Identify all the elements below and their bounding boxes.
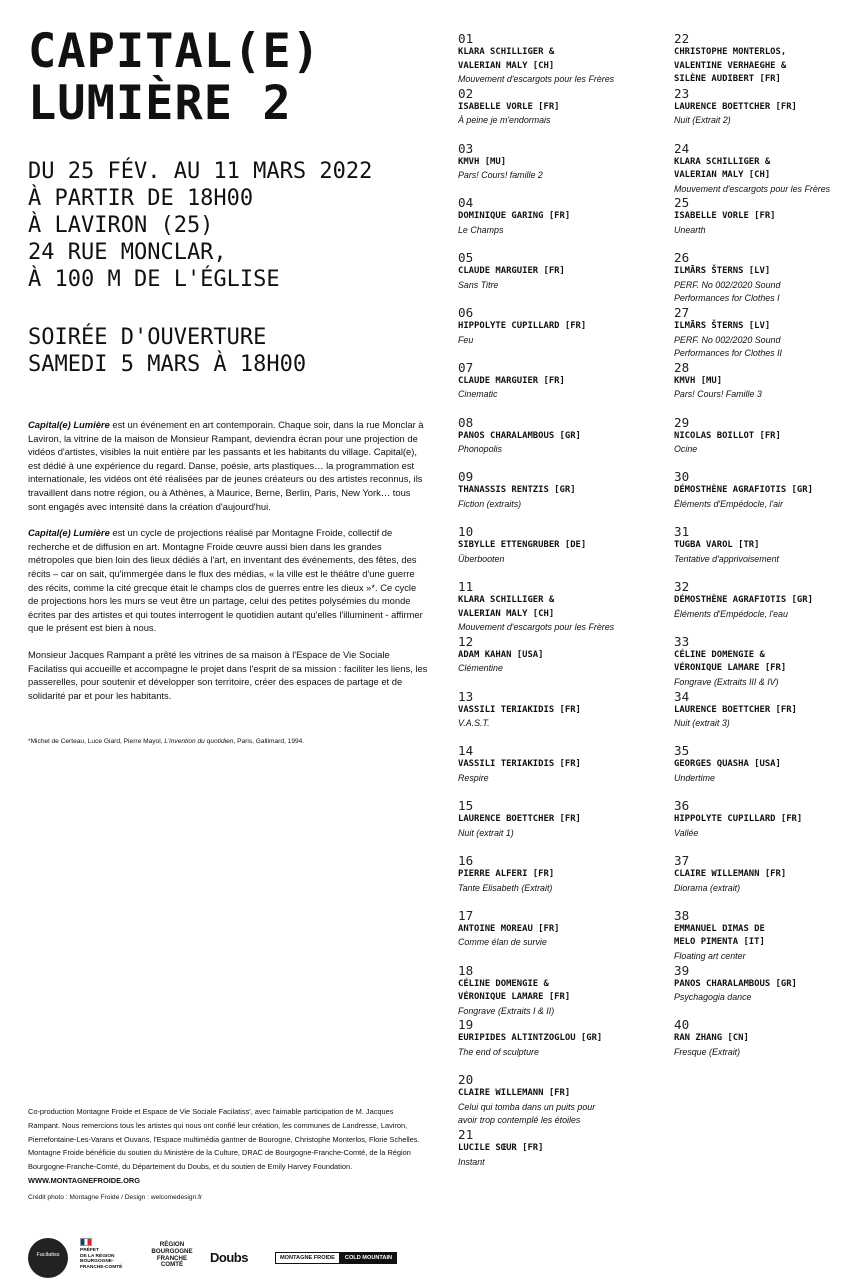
entry-number: 10 — [458, 525, 474, 540]
programme-entry — [458, 1018, 658, 1073]
entry-artist: HIPPOLYTE CUPILLARD [FR] — [458, 320, 587, 331]
entry-work-title: Fongrave (Extraits III & IV) — [674, 676, 779, 687]
entry-number: 32 — [674, 579, 690, 594]
entry-number: 27 — [674, 305, 690, 320]
entry-artist: PANOS CHARALAMBOUS [GR] — [674, 978, 797, 989]
about-paragraph-1 — [28, 418, 428, 513]
entry-work-title: Überbooten — [458, 553, 505, 564]
entry-number: 25 — [674, 196, 690, 211]
entry-artist: EMMANUEL DIMAS DE — [674, 923, 765, 934]
about-paragraph-2 — [28, 526, 428, 635]
entry-work-title: Unearth — [674, 224, 706, 235]
programme-entry — [674, 416, 864, 471]
entry-number: 24 — [674, 141, 690, 156]
entry-number: 37 — [674, 853, 690, 868]
programme-entry — [674, 799, 864, 854]
entry-work-title: Cinematic — [458, 389, 498, 400]
programme-entry — [458, 32, 658, 87]
programme-entry — [458, 87, 658, 142]
prefet-logo-line: BOURGOGNE- — [80, 1259, 114, 1265]
entry-number: 22 — [674, 32, 690, 46]
entry-work-title: PERF. No 002/2020 Sound — [674, 279, 781, 290]
entry-number: 36 — [674, 799, 690, 814]
entry-artist: CÉLINE DOMENGIE & — [674, 649, 765, 660]
entry-artist: DOMINIQUE GARING [FR] — [458, 211, 571, 222]
entry-number: 08 — [458, 415, 474, 430]
entry-artist: GEORGES QUASHA [USA] — [674, 759, 781, 770]
programme-entry — [674, 690, 864, 745]
programme-entry — [458, 306, 658, 361]
footnote-book-title: L'invention du quotidien — [164, 738, 234, 745]
entry-work-title: Ocine — [674, 444, 698, 455]
landmark-line: À 100 M DE L'ÉGLISE — [28, 267, 280, 292]
entry-work-title: V.A.S.T. — [458, 718, 490, 729]
town-line: À LAVIRON (25) — [28, 213, 214, 238]
programme-entry — [458, 142, 658, 197]
title-line-2: LUMIÈRE 2 — [28, 76, 292, 131]
entry-work-title: Mouvement d'escargots pour les Frères — [458, 622, 615, 633]
programme-entry — [674, 470, 864, 525]
programme-entry — [674, 142, 864, 197]
programme-entry — [674, 361, 864, 416]
entry-artist: VÉRONIQUE LAMARE [FR] — [458, 992, 571, 1003]
entry-work-title: Mouvement d'escargots pour les Frères — [674, 183, 831, 194]
entry-work-title: Pars! Cours! famille 2 — [458, 170, 543, 181]
facilatiss-logo — [28, 1238, 68, 1278]
footnote-authors: *Michel de Certeau, Luce Giard, Pierre Mayol, — [28, 738, 165, 745]
entry-artist: SILÈNE AUDIBERT [FR] — [674, 74, 781, 85]
programme-entry — [674, 580, 864, 635]
entry-work-title: Diorama (extrait) — [674, 882, 741, 893]
programme-column-1 — [458, 32, 658, 1183]
entry-number: 28 — [674, 360, 690, 375]
entry-artist: RAN ZHANG [CN] — [674, 1033, 749, 1044]
entry-artist: LUCILE SŒUR [FR] — [458, 1142, 544, 1153]
programme-entry — [458, 196, 658, 251]
programme-entry — [458, 416, 658, 471]
entry-artist: CLAUDE MARGUIER [FR] — [458, 375, 565, 386]
entry-artist: VALENTINE VERHAEGHE & — [674, 60, 787, 71]
programme-entry — [674, 635, 864, 690]
programme-entry — [458, 251, 658, 306]
entry-number: 34 — [674, 689, 690, 704]
entry-artist: DÉMOSTHÈNE AGRAFIOTIS [GR] — [674, 485, 813, 496]
entry-number: 38 — [674, 908, 690, 923]
prefet-logo-line: PRÉFET — [80, 1248, 99, 1253]
entry-artist: VALERIAN MALY [CH] — [458, 60, 555, 71]
programme-column-2 — [674, 32, 864, 1073]
entry-artist: THANASSIS RENTZIS [GR] — [458, 485, 576, 496]
doubs-logo: Doubs — [210, 1250, 248, 1265]
entry-work-title: À peine je m'endormais — [458, 115, 551, 126]
entry-artist: CLAIRE WILLEMANN [FR] — [458, 1088, 571, 1099]
programme-entry — [458, 854, 658, 909]
entry-artist: ISABELLE VORLE [FR] — [674, 211, 776, 222]
region-logo-line: COMTÉ — [160, 1261, 184, 1269]
entry-artist: KMVH [MU] — [458, 156, 507, 167]
entry-number: 17 — [458, 908, 474, 923]
entry-artist: PANOS CHARALAMBOUS [GR] — [458, 430, 581, 441]
photo-credit: Crédit photo : Montagne Froide / Design : welcomedesign.fr — [28, 1193, 203, 1201]
entry-number: 31 — [674, 525, 690, 540]
entry-work-title: Performances for Clothes I — [674, 293, 780, 304]
entry-work-title: avoir trop contemplé les étoiles — [458, 1115, 581, 1126]
opening-date: SAMEDI 5 MARS À 18H00 — [28, 352, 307, 377]
entry-number: 14 — [458, 744, 474, 759]
entry-work-title: Tante Elisabeth (Extrait) — [458, 882, 553, 893]
entry-number: 01 — [458, 32, 474, 46]
programme-entry — [458, 744, 658, 799]
programme-entry — [674, 306, 864, 361]
entry-number: 07 — [458, 360, 474, 375]
programme-entry — [458, 635, 658, 690]
entry-artist: VASSILI TERIAKIDIS [FR] — [458, 759, 581, 770]
entry-work-title: Mouvement d'escargots pour les Frères — [458, 74, 615, 85]
time-line: À PARTIR DE 18H00 — [28, 186, 254, 211]
poster-title — [28, 26, 448, 130]
entry-artist: CLAUDE MARGUIER [FR] — [458, 266, 565, 277]
montagne-froide-label: MONTAGNE FROIDE — [275, 1252, 340, 1264]
event-name: Capital(e) Lumière — [28, 419, 110, 430]
entry-artist: VASSILI TERIAKIDIS [FR] — [458, 704, 581, 715]
cold-mountain-label: COLD MOUNTAIN — [340, 1252, 397, 1264]
event-name: Capital(e) Lumière — [28, 527, 110, 539]
about-paragraph-3: Monsieur Jacques Rampant a prêté les vitrines de sa maison à l'Espace de Vie Sociale Facilatiss qui accueille et accompagne le projet dans l'esprit de sa mission : faciliter les liens, les passerelles, pour soutenir et développer son territoire, créer des espaces de partage et de solidarité par et pour les habitants. — [28, 648, 428, 701]
entry-number: 03 — [458, 141, 474, 156]
entry-artist: ADAM KAHAN [USA] — [458, 649, 544, 660]
credits-text: Co-production Montagne Froide et Espace de Vie Sociale Facilatiss', avec l'aimable participation de M. Jacques Rampant. Nous remercions tous les artistes qui nous ont confié leur création, les communes de Landresse, Laviron, Pierrefontaine-Les-Varans et Ouvans, l'Espace multimédia gantner de Bourogne, Christophe Monterlos, Florie Schelles. Montagne Froide bénéficie du soutien du Ministère de la Culture, DRAC de Bourgogne-Franche-Comté, de la Région Bourgogne-Franche-Comté, du Département du Doubs, et du soutien de Emily Harvey Foundation. — [28, 1107, 420, 1172]
entry-work-title: Floating art center — [674, 950, 746, 961]
entry-artist: LAURENCE BOETTCHER [FR] — [458, 814, 581, 825]
website-link[interactable]: WWW.MONTAGNEFROIDE.ORG — [28, 1175, 140, 1185]
region-logo — [142, 1242, 202, 1269]
entry-artist: SIBYLLE ETTENGRUBER [DE] — [458, 540, 587, 551]
entry-artist: PIERRE ALFERI [FR] — [458, 868, 555, 879]
entry-artist: LAURENCE BOETTCHER [FR] — [674, 101, 797, 112]
programme-entry — [458, 799, 658, 854]
entry-work-title: Comme élan de survie — [458, 937, 547, 948]
entry-number: 21 — [458, 1127, 474, 1142]
programme-entry — [674, 87, 864, 142]
programme-entry — [674, 525, 864, 580]
credits — [28, 1105, 423, 1205]
entry-number: 13 — [458, 689, 474, 704]
entry-artist: CHRISTOPHE MONTERLOS, — [674, 47, 787, 57]
programme-entry — [458, 964, 658, 1019]
programme-entry — [458, 1128, 658, 1183]
french-flag-icon — [80, 1238, 92, 1246]
facilatiss-logo-text: Facilatiss — [36, 1252, 60, 1258]
entry-artist: TUGBA VAROL [TR] — [674, 540, 760, 551]
entry-number: 39 — [674, 963, 690, 978]
entry-artist: CLAIRE WILLEMANN [FR] — [674, 868, 787, 879]
entry-work-title: Celui qui tomba dans un puits pour — [458, 1101, 596, 1112]
programme-entry — [458, 361, 658, 416]
prefet-logo-line: DE LA RÉGION — [80, 1253, 115, 1259]
entry-number: 06 — [458, 305, 474, 320]
entry-artist: HIPPOLYTE CUPILLARD [FR] — [674, 814, 803, 825]
entry-number: 04 — [458, 196, 474, 211]
programme-entry — [458, 690, 658, 745]
entry-work-title: Nuit (Extrait 2) — [674, 115, 731, 126]
programme-entry — [458, 470, 658, 525]
entry-number: 11 — [458, 579, 474, 594]
entry-artist: MELO PIMENTA [IT] — [674, 937, 765, 948]
programme-entry — [674, 964, 864, 1019]
entry-work-title: Fresque (Extrait) — [674, 1046, 741, 1057]
programme-entry — [674, 196, 864, 251]
entry-work-title: Pars! Cours! Famille 3 — [674, 389, 762, 400]
programme-entry — [674, 251, 864, 306]
entry-work-title: Nuit (extrait 1) — [458, 827, 514, 838]
dates-line: DU 25 FÉV. AU 11 MARS 2022 — [28, 159, 373, 184]
entry-artist: KLARA SCHILLIGER & — [674, 156, 771, 167]
entry-number: 15 — [458, 799, 474, 814]
entry-number: 29 — [674, 415, 690, 430]
entry-artist: LAURENCE BOETTCHER [FR] — [674, 704, 797, 715]
street-line: 24 RUE MONCLAR, — [28, 240, 227, 265]
entry-artist: KLARA SCHILLIGER & — [458, 594, 555, 605]
region-logo-line: BOURGOGNE — [151, 1247, 193, 1255]
entry-artist: CÉLINE DOMENGIE & — [458, 978, 549, 989]
programme-entry — [674, 1018, 864, 1073]
entry-work-title: Respire — [458, 772, 489, 783]
entry-artist: KMVH [MU] — [674, 375, 723, 386]
programme-entry — [458, 1073, 658, 1128]
entry-number: 30 — [674, 470, 690, 485]
entry-artist: DÉMOSTHÈNE AGRAFIOTIS [GR] — [674, 594, 813, 605]
entry-number: 20 — [458, 1073, 474, 1088]
entry-number: 12 — [458, 634, 474, 649]
entry-artist: VALERIAN MALY [CH] — [458, 608, 555, 619]
programme-entry — [674, 854, 864, 909]
prefet-logo — [80, 1238, 128, 1270]
entry-number: 02 — [458, 86, 474, 101]
entry-work-title: Fiction (extraits) — [458, 498, 522, 509]
entry-artist: ILMĀRS ŠTERNS [LV] — [674, 266, 771, 277]
entry-number: 26 — [674, 251, 690, 266]
entry-work-title: Éléments d'Empédocle, l'air — [674, 498, 783, 509]
entry-artist: ILMĀRS ŠTERNS [LV] — [674, 320, 771, 331]
about-text — [28, 418, 428, 715]
entry-number: 09 — [458, 470, 474, 485]
entry-work-title: Fongrave (Extraits I & II) — [458, 1005, 555, 1016]
programme-entry — [674, 909, 864, 964]
region-logo-line: FRANCHE — [156, 1254, 188, 1262]
entry-number: 33 — [674, 634, 690, 649]
entry-work-title: PERF. No 002/2020 Sound — [674, 334, 781, 345]
entry-work-title: Éléments d'Empédocle, l'eau — [674, 608, 788, 619]
entry-work-title: Psychagogia dance — [674, 992, 752, 1003]
entry-work-title: Feu — [458, 334, 474, 345]
entry-artist: VALERIAN MALY [CH] — [674, 170, 771, 181]
entry-work-title: Clémentine — [458, 663, 503, 674]
entry-work-title: Nuit (extrait 3) — [674, 718, 730, 729]
entry-work-title: Phonopolis — [458, 444, 502, 455]
entry-number: 16 — [458, 853, 474, 868]
entry-work-title: Undertime — [674, 772, 715, 783]
opening-label: SOIRÉE D'OUVERTURE — [28, 325, 267, 350]
footnote — [28, 737, 428, 747]
event-dates-location — [28, 158, 448, 293]
programme-entry — [674, 744, 864, 799]
opening-night — [28, 324, 448, 378]
title-line-1: CAPITAL(E) — [28, 24, 321, 79]
montagne-froide-logo — [275, 1252, 397, 1264]
entry-number: 23 — [674, 86, 690, 101]
entry-number: 19 — [458, 1018, 474, 1033]
entry-work-title: Performances for Clothes II — [674, 348, 783, 359]
about-paragraph-1-text: est un événement en art contemporain. Chaque soir, dans la rue Monclar à Laviron, la vitrine de la maison de Monsieur Rampant, deviendra écran pour une projection de vidéos d'artistes, visibles la nuit entière par les passants et les habitants du village. Capital(e), est dédié à une expérience du regard. Danse, poésie, arts plastiques… la programmation est internationale, les vidéos ont été réalisées par de jeunes créateurs ou des artistes reconnus, ils travaillent dans notre région, ou à Athènes, à Maurice, Berne, Berlin, Paris, New York… tous sont engagés avec intensité dans la création d'aujourd'hui. — [28, 419, 424, 512]
programme-entry — [674, 32, 864, 87]
entry-artist: ANTOINE MOREAU [FR] — [458, 923, 560, 934]
footnote-publisher: , Paris, Gallimard, 1994. — [233, 738, 305, 745]
entry-artist: VÉRONIQUE LAMARE [FR] — [674, 663, 787, 674]
entry-artist: NICOLAS BOILLOT [FR] — [674, 430, 781, 441]
entry-work-title: Vallée — [674, 827, 699, 838]
about-paragraph-2-text: est un cycle de projections réalisé par Montagne Froide, collectif de recherche et de diffusion en art. Montagne Froide œuvre aussi bien dans les grandes métropoles que bien loin des lieux dédiés à l'art, en inventant des événements, des fêtes, des récits – car on sait, qu'immergée dans le flux des médias, « la ville est le théâtre d'une guerre des récits, comme la cité grecque était le champs clos de guerres entre les dieux »*. Ce cycle de projections hors les murs se veut être un partage, celui des petites polysémies du monde écrites par des artistes et qui toutes interrogent le quotidien autant qu'elles l'illuminent - affirmer que le présent est bien à nous. — [28, 527, 423, 634]
entry-number: 18 — [458, 963, 474, 978]
entry-number: 05 — [458, 251, 474, 266]
entry-artist: KLARA SCHILLIGER & — [458, 47, 555, 57]
entry-artist: ISABELLE VORLE [FR] — [458, 101, 560, 112]
entry-work-title: Tentative d'apprivoisement — [674, 553, 779, 564]
entry-work-title: Le Champs — [458, 224, 504, 235]
region-logo-line: RÉGION — [159, 1241, 185, 1248]
prefet-logo-line: FRANCHE-COMTÉ — [80, 1264, 123, 1270]
entry-work-title: The end of sculpture — [458, 1046, 539, 1057]
programme-entry — [458, 525, 658, 580]
entry-artist: EURIPIDES ALTINTZOGLOU [GR] — [458, 1033, 603, 1044]
programme-entry — [458, 580, 658, 635]
entry-work-title: Instant — [458, 1156, 485, 1167]
entry-number: 35 — [674, 744, 690, 759]
entry-number: 40 — [674, 1018, 690, 1033]
partner-logos — [28, 1236, 428, 1278]
entry-work-title: Sans Titre — [458, 279, 499, 290]
programme-entry — [458, 909, 658, 964]
